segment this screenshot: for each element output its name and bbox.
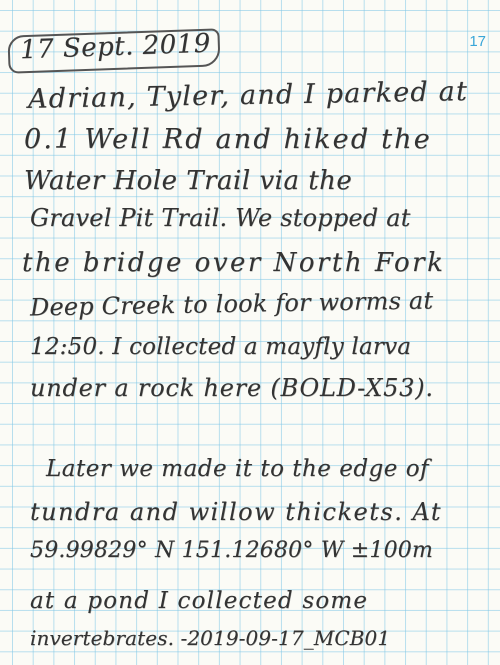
- note-line-1: Adrian, Tyler, and I parked at: [27, 76, 469, 115]
- note-line-5: the bridge over North Fork: [22, 248, 446, 278]
- note-line-10: tundra and willow thickets. At: [30, 498, 443, 526]
- note-line-3: Water Hole Trail via the: [24, 166, 353, 196]
- note-line-4: Gravel Pit Trail. We stopped at: [30, 204, 411, 232]
- note-line-13: invertebrates. -2019-09-17_MCB01: [30, 626, 391, 650]
- note-line-12: at a pond I collected some: [30, 588, 369, 614]
- note-line-11: 59.99829° N 151.12680° W ±100m: [30, 538, 434, 563]
- entry-date: 17 Sept. 2019: [19, 28, 212, 66]
- note-line-6: Deep Creek to look for worms at: [29, 286, 434, 322]
- note-line-2: 0.1 Well Rd and hiked the: [24, 124, 432, 155]
- page-number: 17: [469, 33, 486, 50]
- note-line-9: Later we made it to the edge of: [46, 456, 430, 482]
- note-line-8: under a rock here (BOLD-X53).: [30, 374, 434, 402]
- note-line-7: 12:50. I collected a mayfly larva: [30, 334, 412, 360]
